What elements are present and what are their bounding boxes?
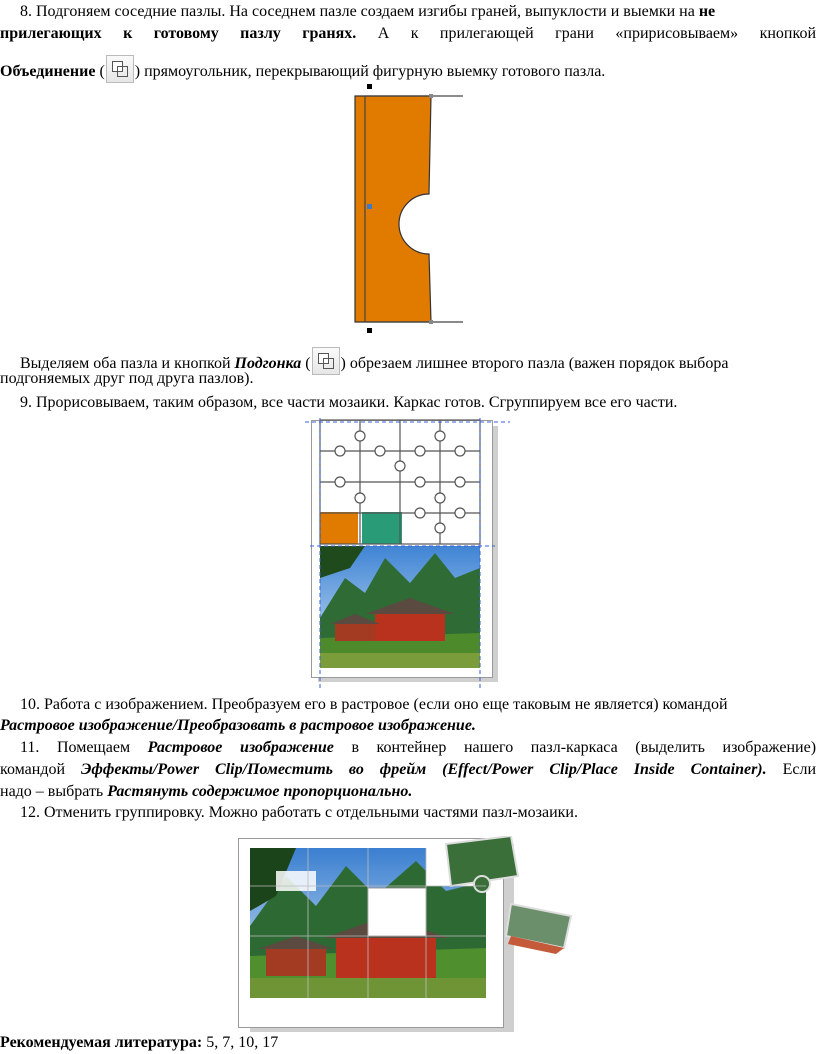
step12-line <box>20 803 578 823</box>
step10-line2 <box>0 716 476 736</box>
trim-command: Подгонка <box>234 355 302 372</box>
stretch-command: Растянуть содержимое пропорционально. <box>107 783 413 800</box>
combine-command: Объединение <box>0 63 96 80</box>
loose-piece-right <box>506 904 571 954</box>
step8-text: 8. Подгоняем соседние пазлы. На соседнем пазле создаем изгибы граней, выпуклости и выемки на <box>20 3 695 20</box>
trim-line2 <box>0 369 253 389</box>
step9-text: 9. Прорисовываем, таким образом, все части мозаики. Каркас готов. Сгруппируем все его части. <box>20 394 678 411</box>
step8-text2: А к прилегающей грани «пририсовываем» кнопкой <box>377 25 816 42</box>
trim-text: Выделяем оба пазла и кнопкой <box>20 355 231 372</box>
step11-line2 <box>0 760 816 780</box>
step11-text4: Если <box>782 761 816 778</box>
literature-value: 5, 7, 10, 17 <box>206 1034 279 1051</box>
paren-open-2: ( <box>305 355 311 372</box>
trim-icon <box>312 347 340 375</box>
trim-text2: ) обрезаем лишнее второго пазла (важен порядок выбора <box>340 355 729 372</box>
trim-text3: подгоняемых друг под друга пазлов). <box>0 370 254 387</box>
step11-line3 <box>0 782 412 802</box>
step11-text: 11. Помещаем <box>20 739 131 756</box>
puzzle-piece-figure <box>345 84 475 334</box>
step10-line1 <box>20 695 728 715</box>
step12-text: 12. Отменить группировку. Можно работать с отдельными частями пазл-мозаики. <box>20 804 578 821</box>
step8-bold-ne: не <box>698 3 716 20</box>
step8-line2 <box>0 24 816 44</box>
step11-text5: надо – выбрать <box>0 783 104 800</box>
step8-line3 <box>0 55 605 83</box>
literature-line <box>0 1033 278 1053</box>
combine-icon <box>106 55 134 83</box>
step8-line1 <box>20 2 715 22</box>
literature-label: Рекомендуемая литература: <box>0 1034 203 1051</box>
step8-bold-edges: прилегающих к готовому пазлу гранях. <box>0 25 357 42</box>
rasterize-command: Растровое изображение/Преобразовать в растровое изображение. <box>0 717 476 734</box>
orange-piece <box>355 96 431 322</box>
puzzle-grid-figure <box>305 418 515 690</box>
step9-line <box>20 393 677 413</box>
raster-image-term: Растровое изображение <box>147 739 334 756</box>
step11-text3: командой <box>0 761 66 778</box>
loose-piece-top <box>446 836 518 892</box>
paren-open: ( <box>99 63 105 80</box>
step11-line1 <box>0 738 816 758</box>
powerclip-command: Эффекты/Power Clip/Поместить во фрейм (Effect/Power Clip/Place Inside Container). <box>81 761 767 778</box>
assembled-puzzle-figure <box>236 836 586 1032</box>
step10-text: 10. Работа с изображением. Преобразуем его в растровое (если оно еще таковым не является) командой <box>20 696 728 713</box>
step11-text2: в контейнер нашего пазл-каркаса (выделить изображение) <box>351 739 816 756</box>
step8-text3: ) прямоугольник, перекрывающий фигурную выемку готового пазла. <box>134 63 606 80</box>
